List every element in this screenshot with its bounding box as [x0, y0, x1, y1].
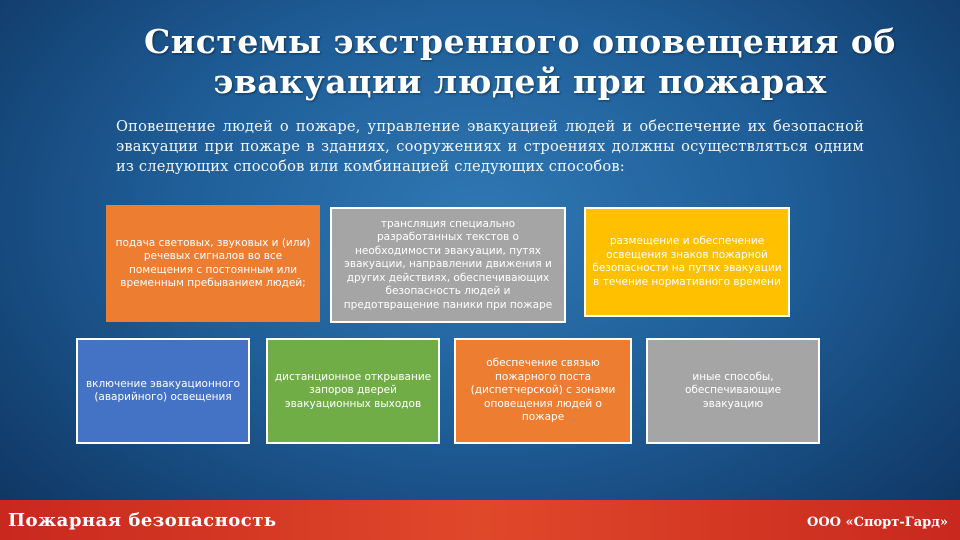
footer-topic: Пожарная безопасность: [8, 510, 277, 531]
method-box-signs: [584, 207, 790, 317]
intro-paragraph: Оповещение людей о пожаре, управление эвакуацией людей и обеспечение их безопасной эвакуации при пожаре в зданиях, сооружениях и строениях должны осуществляться одним из следующих способов или комбинацией следующих способов:: [116, 118, 864, 175]
slide-title-line-2: эвакуации людей при пожарах: [213, 62, 827, 101]
method-box-lighting-text: включение эвакуационного (аварийного) освещения: [85, 377, 241, 403]
method-box-door-release-text: дистанционное открывание запоров дверей эвакуационных выходов: [274, 370, 432, 410]
method-box-door-release: [266, 338, 440, 444]
method-box-communication: [454, 338, 632, 444]
method-box-broadcast-text: трансляция специально разработанных текстов о необходимости эвакуации, путях эвакуации, направлении движения и других действиях, обеспечивающих безопасность людей и предотвращение паники при пожаре: [343, 217, 553, 311]
slide-title-line-1: Системы экстренного оповещения об: [144, 22, 896, 61]
method-box-signals: [106, 205, 320, 322]
method-box-other: [646, 338, 820, 444]
method-box-signals-text: подача световых, звуковых и (или) речевых сигналов во все помещения с постоянным или временным пребыванием людей;: [115, 236, 311, 289]
method-box-lighting: [76, 338, 250, 444]
method-box-signs-text: размещение и обеспечение освещения знаков пожарной безопасности на путях эвакуации в течение нормативного времени: [592, 235, 782, 288]
method-box-communication-text: обеспечение связью пожарного поста (диспетчерской) с зонами оповещения людей о пожаре: [470, 357, 616, 424]
footer-company: ООО «Спорт-Гард»: [807, 515, 948, 530]
method-box-other-text: иные способы, обеспечивающие эвакуацию: [684, 370, 782, 410]
footer-bar: [0, 500, 960, 540]
method-box-broadcast: [330, 207, 566, 323]
slide-title: [100, 22, 940, 102]
